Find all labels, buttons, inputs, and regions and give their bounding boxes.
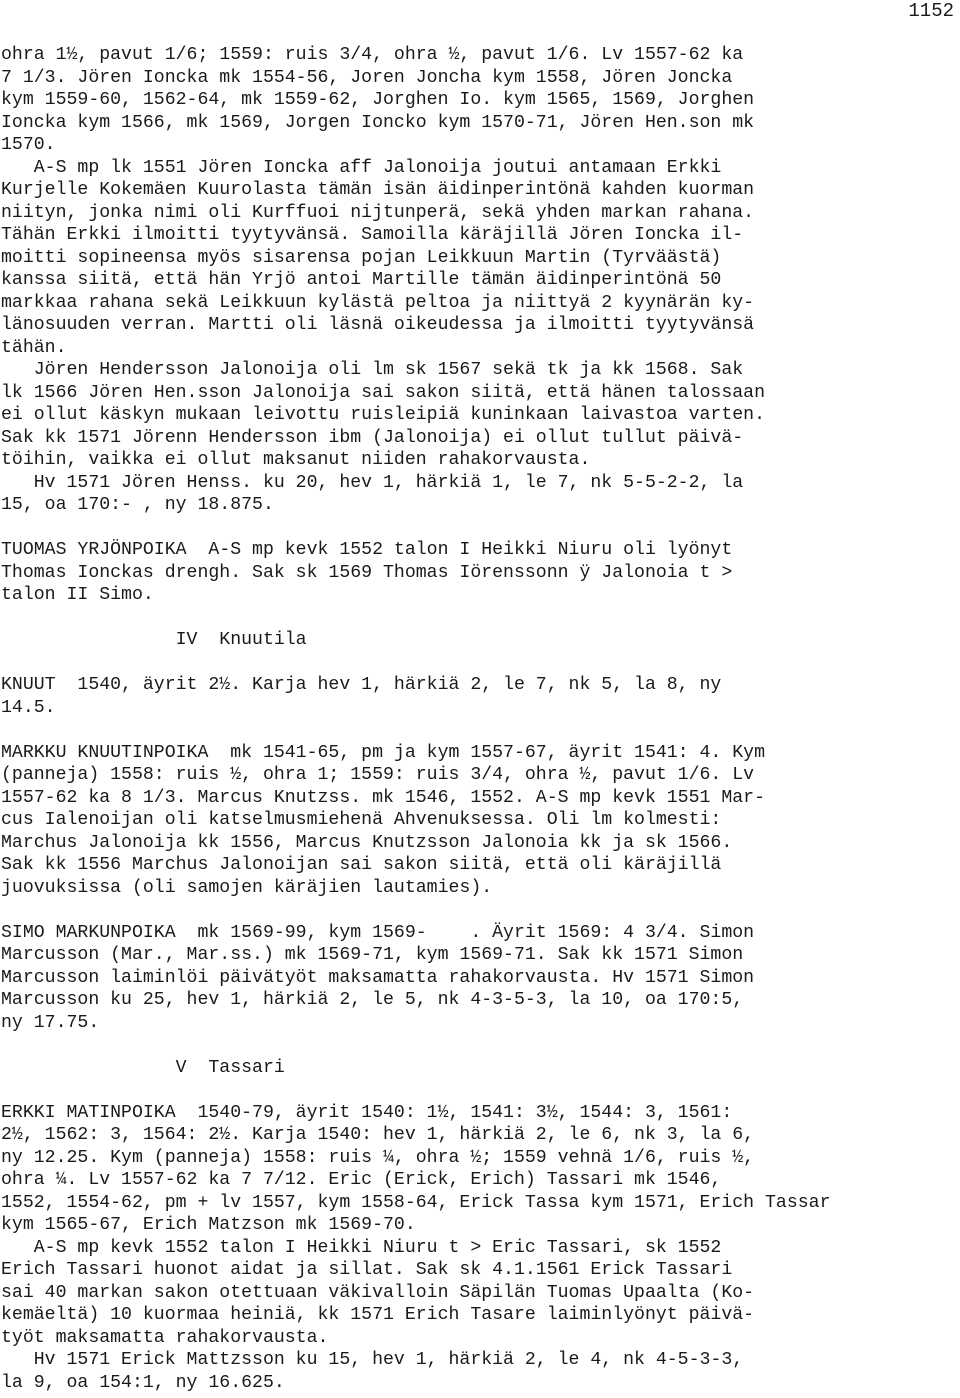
text-line: talon II Simo.: [1, 585, 154, 605]
text-line: 1570.: [1, 135, 56, 155]
text-line: ei ollut käskyn mukaan leivottu ruisleipiä kuninkaan laivastoa varten.: [1, 405, 765, 425]
text-line: 2½, 1562: 3, 1564: 2½. Karja 1540: hev 1, härkiä 2, le 6, nk 3, la 6,: [1, 1125, 755, 1145]
text-line: kanssa siitä, että hän Yrjö antoi Martille tämän äidinperintönä 50: [1, 270, 722, 290]
text-line: Tähän Erkki ilmoitti tyytyvänsä. Samoilla käräjillä Jören Ioncka il-: [1, 225, 744, 245]
text-line: Marcusson laiminlöi päivätyöt maksamatta rahakorvausta. Hv 1571 Simon: [1, 967, 755, 988]
text-line: Kurjelle Kokemäen Kuurolasta tämän isän äidinperintönä kahden kuorman: [1, 180, 755, 200]
text-line: Sak kk 1571 Jörenn Hendersson ibm (Jalonoija) ei ollut tullut päivä-: [1, 427, 744, 448]
text-line: Marcusson ku 25, hev 1, härkiä 2, le 5, nk 4-3-5-3, la 10, oa 170:5,: [1, 990, 744, 1010]
text-line: markkaa rahana sekä Leikkuun kylästä peltoa ja niittyä 2 kyynärän ky-: [1, 292, 755, 313]
text-line: lk 1566 Jören Hen.sson Jalonoija sai sakon siitä, että hänen talossaan: [1, 382, 765, 403]
text-line: työt maksamatta rahakorvausta.: [1, 1327, 329, 1348]
text-line: kym 1565-67, Erich Matzson mk 1569-70.: [1, 1215, 416, 1235]
text-line: MARKKU KNUUTINPOIKA mk 1541-65, pm ja kym 1557-67, äyrit 1541: 4. Kym: [1, 742, 765, 763]
text-line: ohra ¼. Lv 1557-62 ka 7 7/12. Eric (Erick, Erich) Tassari mk 1546,: [1, 1170, 722, 1190]
text-line: töihin, vaikka ei ollut maksanut niiden rahakorvausta.: [1, 450, 591, 470]
blank-line: [1, 1034, 959, 1057]
text-line: Marcusson (Mar., Mar.ss.) mk 1569-71, kym 1569-71. Sak kk 1571 Simon: [1, 945, 744, 965]
blank-line: [1, 899, 959, 922]
text-line: 1557-62 ka 8 1/3. Marcus Knutzss. mk 1546, 1552. A-S mp kevk 1551 Mar-: [1, 787, 765, 808]
text-line: ny 12.25. Kym (panneja) 1558: ruis ¼, ohra ½; 1559 vehnä 1/6, ruis ½,: [1, 1147, 755, 1168]
text-line: sai 40 markan sakon otettuaan väkivalloin Säpilän Tuomas Upaalta (Ko-: [1, 1282, 755, 1303]
text-line: Thomas Ionckas drengh. Sak sk 1569 Thomas Iörenssonn ÿ Jalonoia t >: [1, 562, 733, 583]
text-line: niityn, jonka nimi oli Kurffuoi nijtunperä, sekä yhden markan rahana.: [1, 202, 755, 223]
text-line: 1552, 1554-62, pm + lv 1557, kym 1558-64, Erick Tassa kym 1571, Erich Tassar: [1, 1192, 831, 1213]
text-line: kym 1559-60, 1562-64, mk 1559-62, Jorghen Io. kym 1565, 1569, Jorghen: [1, 90, 755, 110]
text-line: Marchus Jalonoija kk 1556, Marcus Knutzsson Jalonoia kk ja sk 1566.: [1, 832, 733, 853]
text-line: ny 17.75.: [1, 1012, 100, 1033]
text-line: V Tassari: [1, 1057, 285, 1078]
text-line: Hv 1571 Jören Henss. ku 20, hev 1, härkiä 1, le 7, nk 5-5-2-2, la: [1, 472, 744, 493]
text-line: Erich Tassari huonot aidat ja sillat. Sak sk 4.1.1561 Erick Tassari: [1, 1260, 733, 1280]
page-number: 1152: [908, 0, 954, 22]
text-line: Jören Hendersson Jalonoija oli lm sk 1567 sekä tk ja kk 1568. Sak: [1, 360, 744, 380]
document-body: [1, 44, 959, 1394]
text-line: 14.5.: [1, 697, 56, 718]
text-line: länosuuden verran. Martti oli läsnä oikeudessa ja ilmoitti tyytyvänsä: [1, 315, 755, 335]
text-line: 15, oa 170:- , ny 18.875.: [1, 495, 274, 515]
text-line: A-S mp kevk 1552 talon I Heikki Niuru t > Eric Tassari, sk 1552: [1, 1237, 722, 1258]
text-line: SIMO MARKUNPOIKA mk 1569-99, kym 1569- . Äyrit 1569: 4 3/4. Simon: [1, 922, 755, 943]
blank-line: [1, 652, 959, 675]
blank-line: [1, 719, 959, 742]
text-line: ERKKI MATINPOIKA 1540-79, äyrit 1540: 1½, 1541: 3½, 1544: 3, 1561:: [1, 1102, 733, 1123]
text-line: A-S mp lk 1551 Jören Ioncka aff Jalonoija joutui antamaan Erkki: [1, 157, 722, 178]
text-line: kemäeltä) 10 kuormaa heiniä, kk 1571 Erich Tasare laiminlyönyt päivä-: [1, 1305, 755, 1325]
text-line: tähän.: [1, 337, 67, 358]
text-line: IV Knuutila: [1, 630, 307, 650]
text-line: ohra 1½, pavut 1/6; 1559: ruis 3/4, ohra ½, pavut 1/6. Lv 1557-62 ka: [1, 45, 744, 65]
text-line: TUOMAS YRJÖNPOIKA A-S mp kevk 1552 talon I Heikki Niuru oli lyönyt: [1, 540, 733, 560]
blank-line: [1, 607, 959, 630]
text-line: Ioncka kym 1566, mk 1569, Jorgen Ioncko kym 1570-71, Jören Hen.son mk: [1, 112, 755, 133]
text-line: KNUUT 1540, äyrit 2½. Karja hev 1, härkiä 2, le 7, nk 5, la 8, ny: [1, 675, 722, 695]
text-line: Hv 1571 Erick Mattzsson ku 15, hev 1, härkiä 2, le 4, nk 4-5-3-3,: [1, 1350, 744, 1370]
blank-line: [1, 517, 959, 540]
text-line: Sak kk 1556 Marchus Jalonoijan sai sakon siitä, että oli käräjillä: [1, 855, 722, 875]
text-line: cus Ialenoijan oli katselmusmiehenä Ahvenuksessa. Oli lm kolmesti:: [1, 810, 722, 830]
blank-line: [1, 1079, 959, 1102]
text-line: (panneja) 1558: ruis ½, ohra 1; 1559: ruis 3/4, ohra ½, pavut 1/6. Lv: [1, 765, 755, 785]
text-line: 7 1/3. Jören Ioncka mk 1554-56, Joren Joncha kym 1558, Jören Joncka: [1, 67, 733, 88]
text-line: moitti sopineensa myös sisarensa pojan Leikkuun Martin (Tyrväästä): [1, 247, 722, 268]
text-line: juovuksissa (oli samojen käräjien lautamies).: [1, 877, 493, 898]
text-line: la 9, oa 154:1, ny 16.625.: [1, 1372, 285, 1393]
